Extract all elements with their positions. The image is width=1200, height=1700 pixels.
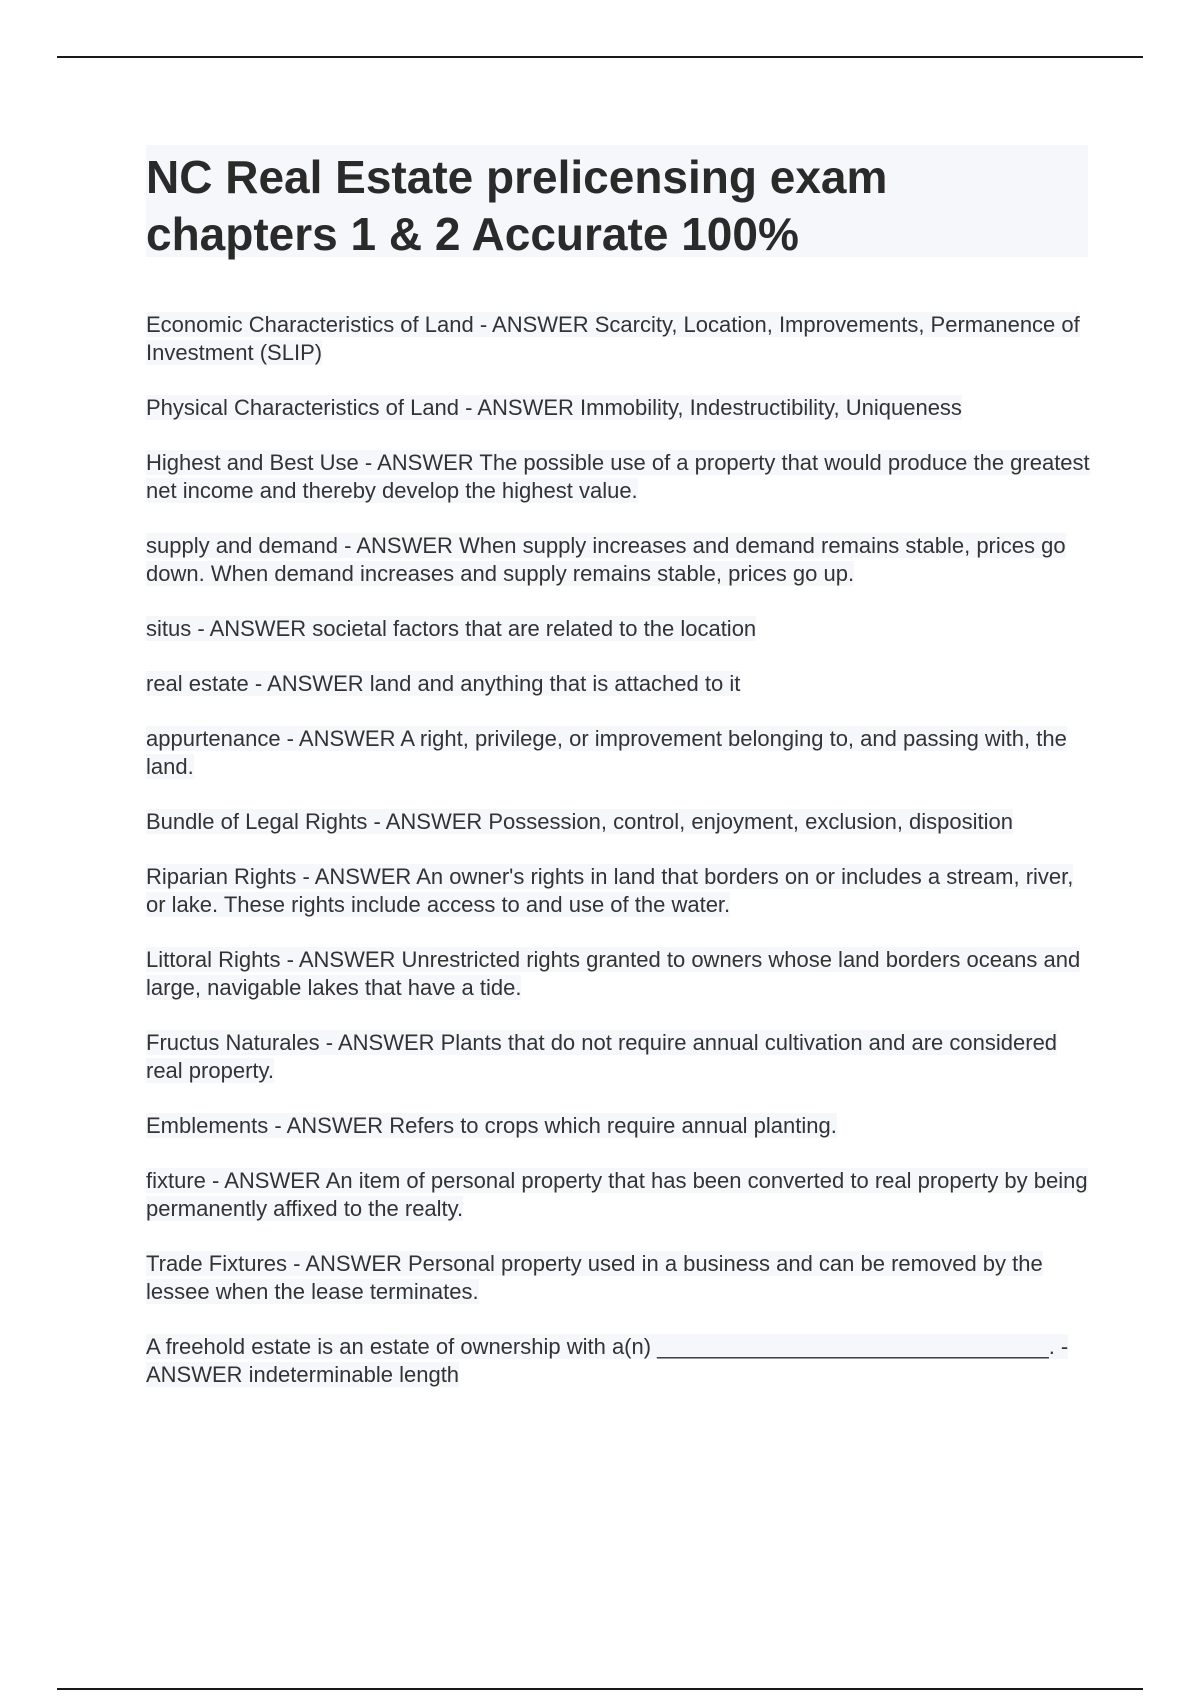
qa-item-text: appurtenance - ANSWER A right, privilege, or improvement belonging to, and passing with, the land.	[146, 726, 1067, 779]
qa-item	[146, 394, 1090, 422]
header-rule	[57, 56, 1143, 58]
qa-item-text: Emblements - ANSWER Refers to crops which require annual planting.	[146, 1113, 837, 1138]
qa-item	[146, 670, 1090, 698]
qa-item	[146, 863, 1090, 919]
qa-item	[146, 449, 1090, 505]
document-title: NC Real Estate prelicensing exam chapters 1 & 2 Accurate 100%	[146, 151, 888, 260]
qa-item-text: supply and demand - ANSWER When supply increases and demand remains stable, prices go down. When demand increases and supply remains stable, prices go up.	[146, 533, 1066, 586]
qa-item-text: situs - ANSWER societal factors that are related to the location	[146, 616, 757, 641]
qa-item-text: Fructus Naturales - ANSWER Plants that do not require annual cultivation and are considered real property.	[146, 1030, 1058, 1083]
qa-item	[146, 311, 1090, 367]
qa-item	[146, 1112, 1090, 1140]
qa-item-text: fixture - ANSWER An item of personal property that has been converted to real property by being permanently affixed to the realty.	[146, 1168, 1088, 1221]
qa-item-text: Trade Fixtures - ANSWER Personal property used in a business and can be removed by the lessee when the lease terminates.	[146, 1251, 1043, 1304]
qa-item-text: Physical Characteristics of Land - ANSWER Immobility, Indestructibility, Uniqueness	[146, 395, 962, 420]
qa-item	[146, 1250, 1090, 1306]
qa-item	[146, 1167, 1090, 1223]
qa-item-text: Littoral Rights - ANSWER Unrestricted rights granted to owners whose land borders oceans and large, navigable lakes that have a tide.	[146, 947, 1081, 1000]
qa-item-text: Riparian Rights - ANSWER An owner's rights in land that borders on or includes a stream, river, or lake. These rights include access to and use of the water.	[146, 864, 1074, 917]
qa-item	[146, 725, 1090, 781]
qa-item-text: A freehold estate is an estate of ownership with a(n) ________________________________. - ANSWER indeterminable length	[146, 1334, 1069, 1387]
qa-item	[146, 532, 1090, 588]
qa-item-text: Highest and Best Use - ANSWER The possible use of a property that would produce the greatest net income and thereby develop the highest value.	[146, 450, 1090, 503]
qa-item	[146, 1333, 1090, 1389]
title-block	[146, 145, 1088, 260]
qa-item	[146, 1029, 1090, 1085]
qa-item-text: Bundle of Legal Rights - ANSWER Possession, control, enjoyment, exclusion, disposition	[146, 809, 1013, 834]
qa-item-text: Economic Characteristics of Land - ANSWER Scarcity, Location, Improvements, Permanence of Investment (SLIP)	[146, 312, 1080, 365]
qa-item-text: real estate - ANSWER land and anything that is attached to it	[146, 671, 741, 696]
qa-list	[146, 311, 1090, 1416]
qa-item	[146, 615, 1090, 643]
qa-item	[146, 808, 1090, 836]
footer-rule	[57, 1688, 1143, 1690]
qa-item	[146, 946, 1090, 1002]
